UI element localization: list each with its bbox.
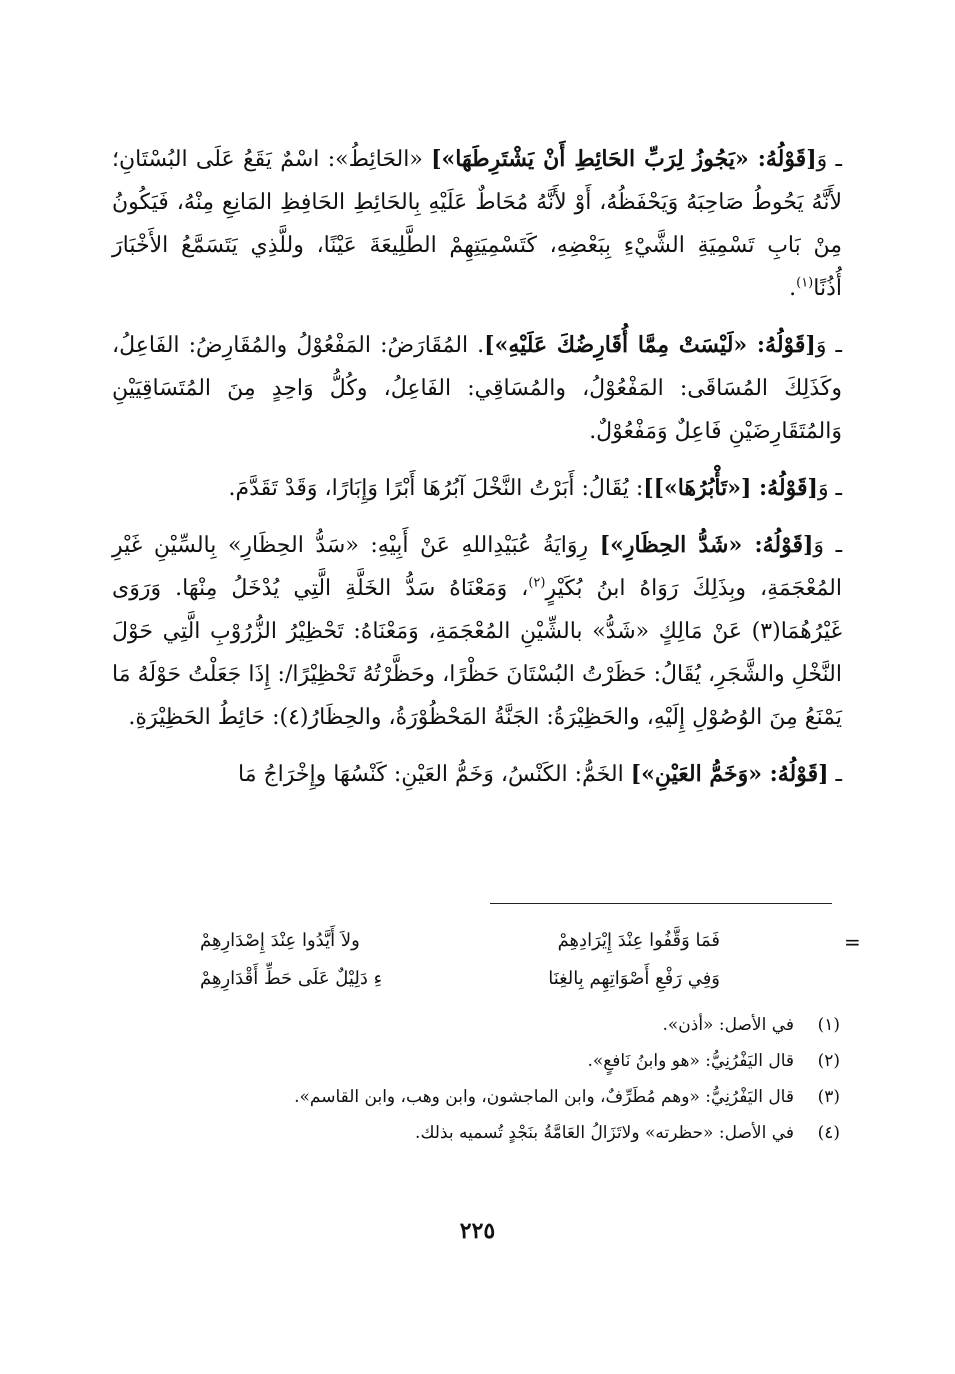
paragraph-body: رِوَايَةُ عُبَيْدِاللهِ عَنْ أَبِيْهِ: «سَدُّ الحِظَارِ» بِالسِّيْنِ غَيْرِ المُعْجَمَةِ، وبِذَلِكَ رَوَاهُ ابنُ بُكَيْرٍ — [112, 533, 842, 601]
page-number: ٢٢٥ — [459, 1218, 496, 1244]
verse-first-hemistich: فَمَا وَقَّفُوا عِنْدَ إِيْرَادِهِمْ — [557, 930, 720, 951]
lemma-heading: [قَوْلُهُ: [«تَأْبُرُهَا»]] — [643, 475, 818, 501]
paragraph-prefix: ـ وَ — [813, 533, 843, 558]
paragraph-tail: ، وَمَعْنَاهُ سَدُّ الخَلَّةِ الَّتِي يُدْخَلُ مِنْهَا. وَرَوَى غَيْرُهُمَا(٣) عَنْ مَالِكٍ «شَدُّ» بالشِّيْنِ المُعْجَمَةِ، وَمَعْنَاهُ: تَحْظِيْرُ الزُّرُوْبِ الَّتِي حَوْلَ النَّخْلِ والشَّجَرِ، يُقَالُ: حَظَرْتُ البُسْتَانَ حَظْرًا، وحَظَّرْتُهُ تَحْظِيْرًا/: إِذَا جَعَلْتُ حَوْلَهُ مَا يَمْنَعُ مِنَ الوُصُوْلِ إِلَيْهِ، والحَظِيْرَةُ: الجَنَّةُ المَحْظُوْرَةُ، والحِظَارُ(٤): حَائِطُ الحَظِيْرَةِ. — [112, 576, 842, 730]
footnote-text: في الأصل: «أذن». — [662, 1015, 794, 1035]
footnote-number: (٤) — [817, 1123, 840, 1143]
paragraph-khamm — [112, 753, 842, 796]
paragraph-tabruha — [112, 467, 842, 510]
paragraph-body: . المُقَارَضُ: المَفْعُوْلُ والمُقَارِضُ: الفَاعِلُ، وكَذَلِكَ المُسَاقَى: المَفْعُوْلُ، والمُسَاقِي: الفَاعِلُ، وكُلُّ وَاحِدٍ مِنَ المُتَسَاقِيَيْنِ وَالمُتَقَارِضَيْنِ فَاعِلٌ وَمَفْعُوْلٌ. — [112, 333, 842, 444]
paragraph-prefix: ـ وَ — [815, 333, 842, 358]
footnote-text: في الأصل: «حظرته» ولاتَزَالُ العَامَّةُ بنَجْدٍ تُسميه بذلك. — [415, 1123, 794, 1143]
footnote-ref: (١) — [796, 275, 814, 291]
footnote-ref: (٢) — [528, 575, 546, 591]
paragraph-body: : يُقَالُ: أَبَرْتُ النَّخْلَ آبُرُهَا أَبْرًا وَإِبَارًا، وَقَدْ تَقَدَّمَ. — [228, 476, 644, 501]
verse-second-hemistich: ءِ دَلِيْلٌ عَلَى حَطِّ أَقْدَارِهِمْ — [200, 968, 383, 989]
poem-verses — [200, 922, 720, 998]
footnote-text: قال اليَفْرُنِيُّ: «وهم مُطَرِّفٌ، وابن الماجشون، وابن وهب، وابن القاسم». — [294, 1087, 794, 1107]
footnote-separator — [490, 903, 832, 904]
lemma-heading: [قَوْلُهُ: «شَدُّ الحِظَارِ»] — [599, 532, 814, 558]
main-text — [112, 138, 842, 796]
paragraph-tail: . — [789, 276, 797, 301]
footnotes — [150, 1010, 840, 1154]
paragraph-prefix: ـ وَ — [816, 147, 842, 172]
footnote-number: (٣) — [817, 1087, 840, 1107]
paragraph-hizar — [112, 524, 842, 739]
paragraph-muqarid — [112, 324, 842, 453]
footnote — [150, 1082, 840, 1112]
verse-first-hemistich: وَفِي رَفْعِ أَصْوَاتِهِم بِالغِنَا — [548, 968, 720, 989]
footnote-number: (٢) — [817, 1051, 840, 1071]
continuation-mark: = — [844, 930, 861, 954]
footnote — [150, 1046, 840, 1076]
poem-verse — [200, 960, 720, 998]
paragraph-hait — [112, 138, 842, 310]
lemma-heading: [قَوْلُهُ: «وَخَمُّ العَيْنِ»] — [630, 761, 829, 787]
lemma-heading: [قَوْلُهُ: «يَجُوزُ لِرَبِّ الحَائِطِ أَنْ يَشْتَرِطَهَا»] — [431, 146, 817, 172]
footnote — [150, 1010, 840, 1040]
paragraph-prefix: ـ وَ — [817, 476, 842, 501]
paragraph-prefix: ـ — [828, 762, 842, 787]
paragraph-body: الخَمُّ: الكَنْسُ، وَخَمُّ العَيْنِ: كَنْسُهَا وإِخْرَاجُ مَا — [237, 762, 631, 787]
verse-second-hemistich: ولاَ أَيَّدُوا عِنْدَ إِصْدَارِهِمْ — [200, 930, 360, 951]
poem-verse — [200, 922, 720, 960]
lemma-heading: [قَوْلُهُ: «لَيْسَتْ مِمَّا أُقَارِضُكَ عَلَيْهِ»] — [484, 332, 816, 358]
paragraph-body: «الحَائِطُ»: اسْمٌ يَقَعُ عَلَى البُسْتَانِ؛ لأَنَّهُ يَحُوطُ صَاحِبَهُ وَيَحْفَظُهُ، أَوْ لأَنَّهُ مُحَاطٌ عَلَيْهِ بِالحَائِطِ الحَافِظِ المَانِعِ مِنْهُ، فَيَكُونُ مِنْ بَابِ تَسْمِيَةِ الشَّيْءِ بِبَعْضِهِ، كَتَسْمِيَتِهِمْ الطَّلِيعَةَ عَيْنًا، وللَّذِي يَتَسَمَّعُ الأَخْبَارَ أُذُنًا — [112, 147, 842, 301]
footnote — [150, 1118, 840, 1148]
footnote-number: (١) — [817, 1015, 840, 1035]
footnote-text: قال اليَفْرُنِيُّ: «هو وابنُ نَافعٍ». — [587, 1051, 794, 1071]
